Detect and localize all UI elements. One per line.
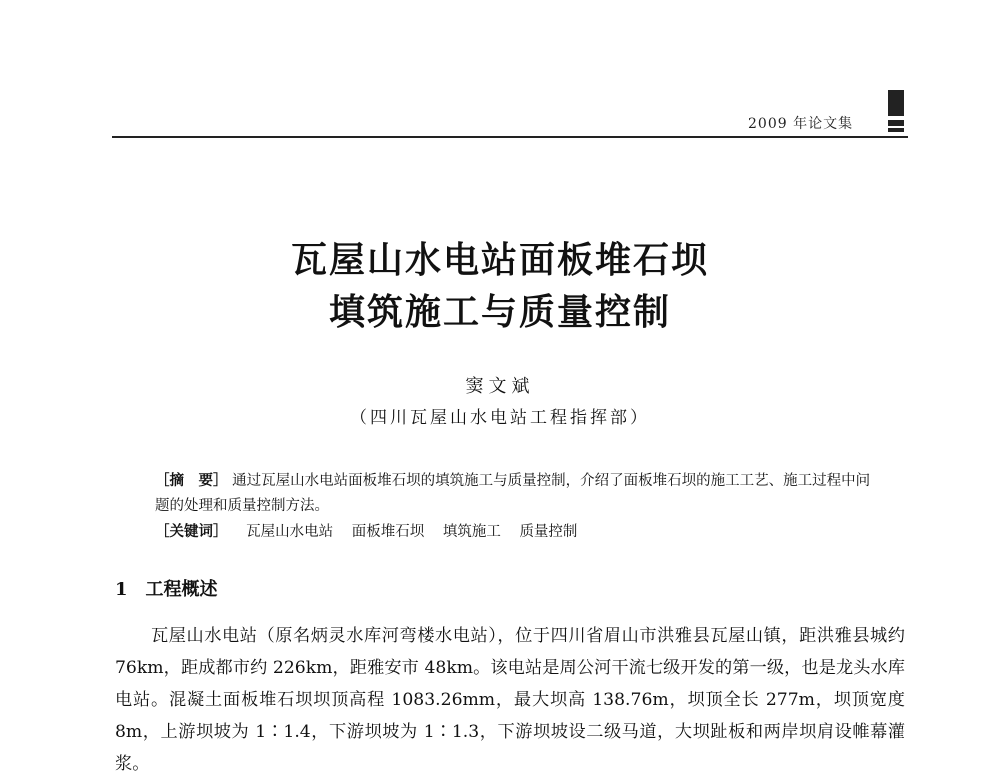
affiliation: （四川瓦屋山水电站工程指挥部） [350, 408, 650, 428]
keyword: 质量控制 [519, 524, 578, 540]
abstract-text: 通过瓦屋山水电站面板堆石坝的填筑施工与质量控制，介绍了面板堆石坝的施工工艺、施工过程中问题的处理和质量控制方法。 [155, 473, 871, 514]
abstract-label: ［摘 要］ [155, 472, 228, 489]
paper-title-line2: 填筑施工与质量控制 [328, 291, 671, 333]
keyword: 瓦屋山水电站 [246, 524, 334, 540]
header-rule [112, 136, 908, 138]
body-text [115, 620, 905, 780]
keywords-label: ［关键词］ [155, 523, 228, 540]
author-name: 窦文斌 [465, 376, 535, 397]
corner-mark [888, 90, 904, 132]
abstract-block [155, 468, 875, 545]
abstract-paragraph [155, 468, 875, 519]
keyword: 填筑施工 [442, 524, 501, 540]
body-paragraph: 瓦屋山水电站（原名炳灵水库河弯楼水电站），位于四川省眉山市洪雅县瓦屋山镇，距洪雅县城约 76km，距成都市约 226km，距雅安市 48km。该电站是周公河干流七级开发的第一级，也是龙头水库电站。混凝土面板堆石坝坝顶高程 1083.26mm，最大坝高 138.76m，坝顶全长 277m，坝顶宽度 8m，上游坝坡为 1∶1.4，下游坝坡为 1∶1.3，下游坝坡设二级马道，大坝趾板和两岸坝肩设帷幕灌浆。 [115, 626, 905, 774]
paper-title-line1: 瓦屋山水电站面板堆石坝 [290, 239, 709, 281]
section-number: 1 [115, 579, 128, 600]
keyword: 面板堆石坝 [351, 524, 425, 540]
running-head: 2009 年论文集 [748, 116, 854, 132]
section-heading [115, 575, 218, 601]
section-title: 工程概述 [145, 579, 218, 600]
keywords-line [155, 519, 875, 545]
